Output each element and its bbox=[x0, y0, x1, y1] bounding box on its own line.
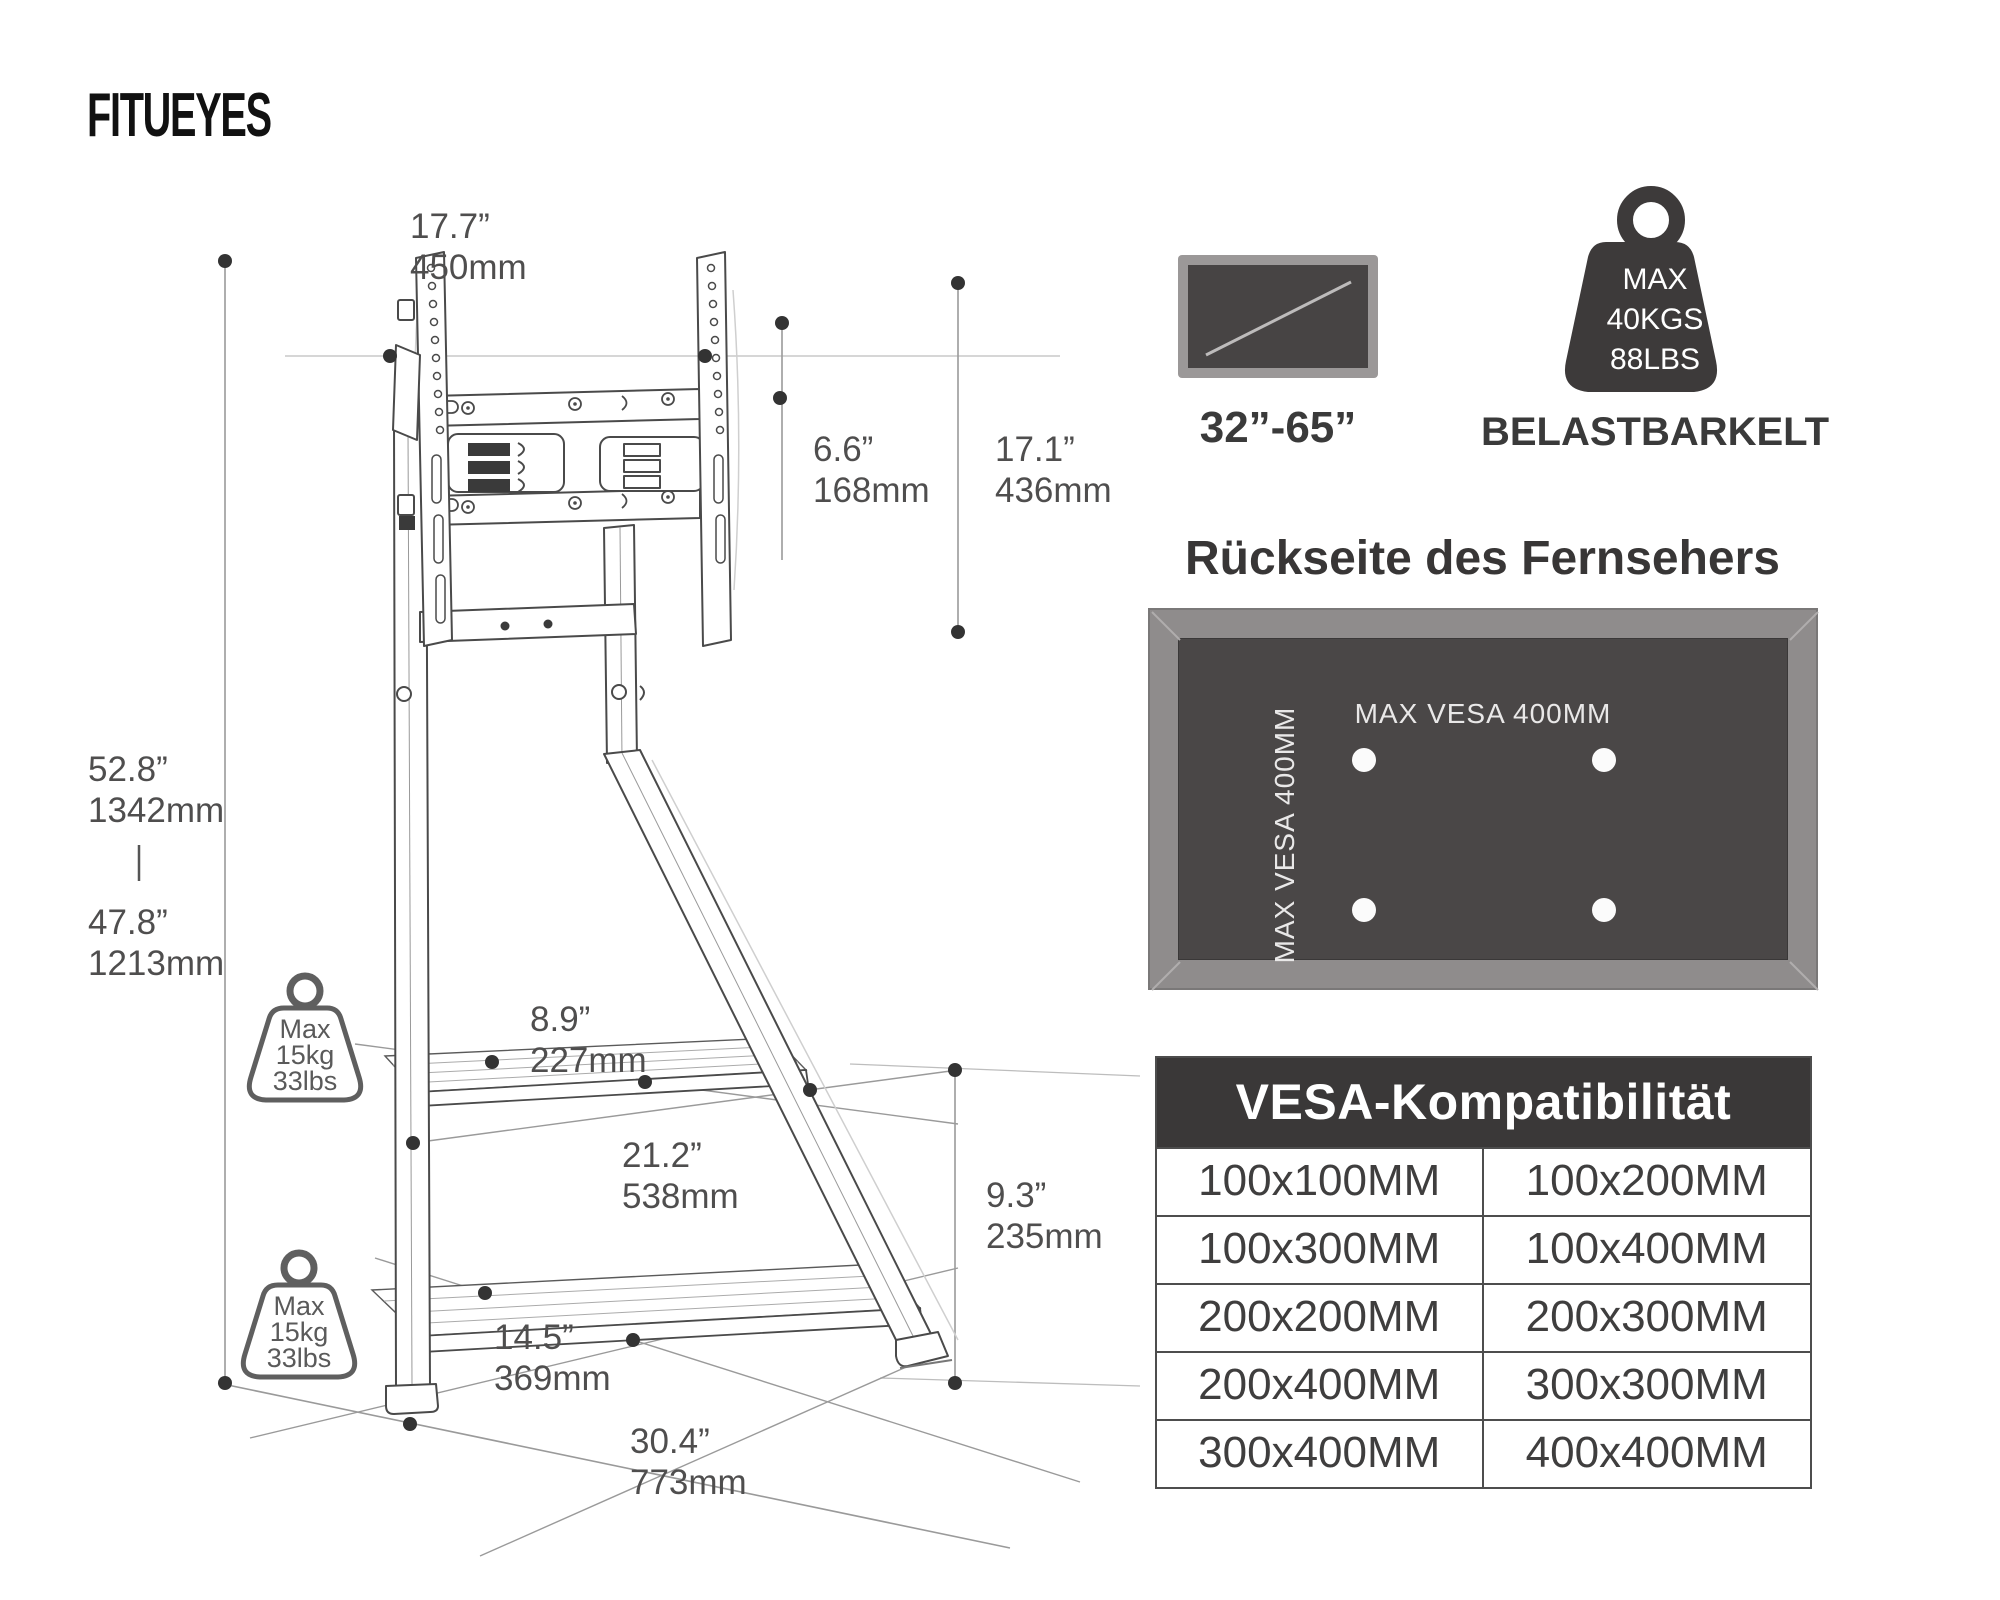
screen-icon-display bbox=[1188, 265, 1368, 368]
vesa-bracket bbox=[393, 252, 731, 646]
dim-base-shelf-depth: 14.5” 369mm bbox=[494, 1318, 611, 1398]
vesa-table-title: VESA-Kompatibilität bbox=[1157, 1058, 1810, 1147]
vesa-size-cell: 300x300MM bbox=[1525, 1360, 1768, 1409]
table-row bbox=[1157, 1147, 1810, 1215]
lower-shelf bbox=[372, 1264, 922, 1352]
vesa-size-cell: 200x300MM bbox=[1525, 1292, 1768, 1341]
vesa-size-cell: 400x400MM bbox=[1525, 1428, 1768, 1477]
dim-min-height: 47.8” 1213mm bbox=[88, 903, 225, 983]
tv-back-title: Rückseite des Fernsehers bbox=[1185, 532, 1780, 585]
vesa-size-cell: 100x300MM bbox=[1157, 1217, 1484, 1283]
shelf-load-badge-text: Max 15kg 33lbs bbox=[272, 1014, 338, 1096]
vesa-size-cell: 300x400MM bbox=[1157, 1421, 1484, 1487]
dim-bottom-section-height: 9.3” 235mm bbox=[986, 1176, 1103, 1256]
dim-shelf-depth: 8.9” 227mm bbox=[530, 1000, 647, 1080]
vesa-hole-dot bbox=[1352, 748, 1376, 772]
vesa-size-cell: 200x200MM bbox=[1157, 1285, 1484, 1351]
load-capacity-label: BELASTBARKELT bbox=[1480, 410, 1830, 454]
vesa-horizontal-label: MAX VESA 400MM bbox=[1354, 698, 1612, 729]
dim-bracket-height: 6.6” 168mm bbox=[813, 430, 930, 510]
table-row bbox=[1157, 1351, 1810, 1419]
table-row bbox=[1157, 1283, 1810, 1351]
dim-top-section-height: 17.1” 436mm bbox=[995, 430, 1112, 510]
vesa-size-cell: 100x200MM bbox=[1525, 1156, 1768, 1205]
panel-bevel-lines bbox=[1150, 610, 1820, 992]
dim-bracket-width: 17.7” 450mm bbox=[410, 207, 527, 287]
vesa-size-cell: 200x400MM bbox=[1157, 1353, 1484, 1419]
vesa-vertical-label: MAX VESA 400MM bbox=[1269, 706, 1300, 964]
vesa-size-cell: 100x400MM bbox=[1525, 1224, 1768, 1273]
base-load-badge-text: Max 15kg 33lbs bbox=[266, 1291, 332, 1373]
dim-base-width: 30.4” 773mm bbox=[630, 1422, 747, 1502]
table-row bbox=[1157, 1419, 1810, 1487]
vesa-hole-dot bbox=[1592, 898, 1616, 922]
max-load-text: MAX 40KGS 88LBS bbox=[1606, 263, 1704, 376]
vesa-hole-dot bbox=[1592, 748, 1616, 772]
table-row bbox=[1157, 1215, 1810, 1283]
vesa-compatibility-table bbox=[1155, 1056, 1812, 1489]
dim-max-height: 52.8” 1342mm bbox=[88, 750, 225, 830]
vesa-size-cell: 100x100MM bbox=[1157, 1149, 1484, 1215]
stand-frame bbox=[386, 418, 952, 1414]
screen-size-range: 32”-65” bbox=[1199, 403, 1357, 452]
brand-logo: FITUEYES bbox=[87, 81, 271, 150]
dim-shelf-width: 21.2” 538mm bbox=[622, 1136, 739, 1216]
screen-size-icon bbox=[1178, 255, 1378, 378]
vesa-hole-dot bbox=[1352, 898, 1376, 922]
tv-back-panel bbox=[1148, 608, 1818, 990]
